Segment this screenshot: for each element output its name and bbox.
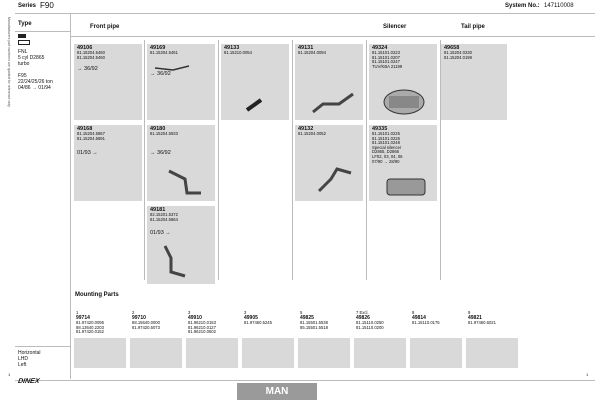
mounting-number: 49821 [468, 315, 482, 321]
mounting-codes: 81.96210.0153 81.96210.0127 81.96210.0602 [188, 320, 216, 335]
mounting-number: 49910 [188, 315, 202, 321]
part-card[interactable] [295, 125, 363, 201]
bottom-left-rule [15, 346, 70, 347]
mounting-image [74, 338, 126, 368]
silencer-header: Silencer [383, 24, 407, 30]
part-card[interactable] [147, 44, 215, 120]
part-card[interactable] [147, 125, 215, 201]
pipe-drawing [165, 167, 205, 197]
mounting-image [242, 338, 294, 368]
mounting-item[interactable] [186, 310, 240, 370]
part-card[interactable] [147, 206, 215, 284]
part-codes: 82.15201.5372 81.15204.5864 [150, 212, 178, 222]
type-label: Type [18, 21, 32, 27]
orientation-line: Left [18, 362, 27, 368]
type-line: turbo [18, 61, 30, 67]
part-codes: 81.15204.5933 [150, 131, 178, 136]
mounting-item[interactable] [130, 310, 184, 370]
part-number: 49658 [444, 45, 460, 51]
mounting-codes: 88.15640.0000 81.97420.5073 [132, 320, 160, 330]
pipe-drawing [153, 62, 193, 76]
type-line: FNL [18, 49, 28, 55]
mounting-codes: 81.97460.6021 [468, 320, 496, 325]
part-number: 49324 [372, 45, 388, 51]
col-divider [144, 40, 145, 280]
type-line: F95 [18, 73, 27, 79]
mounting-index: 3 [188, 310, 191, 315]
part-codes: 81.15204.0230 81.15204.0198 [444, 50, 472, 60]
col-divider [292, 40, 293, 280]
pipe-drawing [159, 242, 199, 280]
part-card[interactable] [74, 125, 142, 201]
tail-pipe-header: Tail pipe [461, 24, 485, 30]
mounting-image [298, 338, 350, 368]
type-line: 5 cyl D2865 [18, 55, 45, 61]
mounting-item[interactable] [466, 310, 520, 370]
mounting-index: 7 Excl. [356, 310, 369, 315]
mounting-image [130, 338, 182, 368]
side-note: Manufacturers part numbers are quoted for reference only [7, 17, 11, 107]
header-rule [15, 13, 595, 14]
part-card[interactable] [441, 44, 507, 120]
mounting-codes: 81.97460.5245 [244, 320, 272, 325]
mounting-codes: 81.97420.0095 88.13640.2203 81.97420.0152 [76, 320, 104, 335]
part-number: 49133 [224, 45, 240, 51]
part-number: 49131 [298, 45, 314, 51]
part-codes: 81.15204.0094 [298, 50, 326, 55]
silencer-drawing [379, 86, 429, 118]
vehicle-icon [18, 34, 26, 38]
mounting-number: 49825 [300, 315, 314, 321]
mounting-image [466, 338, 518, 368]
part-codes: 81.15204.5867 81.15204.5891 [77, 131, 105, 141]
type-line: 22/24/25/26 ton [18, 79, 53, 85]
mounting-item[interactable] [298, 310, 352, 370]
mounting-codes: 81.15501.5538 85.15501.5518 [300, 320, 328, 330]
mounting-image [354, 338, 406, 368]
fitment-note: 01/93 → [77, 150, 98, 156]
fitment-note: → 36/92 [77, 66, 98, 72]
mounting-number: 99714 [76, 315, 90, 321]
mounting-header: Mounting Parts [75, 292, 119, 298]
left-rule [15, 31, 70, 32]
mounting-number: 49814 [412, 315, 426, 321]
series-value: F90 [40, 1, 54, 10]
orientation-line: Horizontal [18, 350, 41, 356]
part-codes: 81.15101.0223 81.15101.0207 81.15101.0247 TUV/KBA 21199 [372, 50, 403, 69]
orientation-line: LHD [18, 356, 29, 362]
footer-rule [15, 380, 595, 381]
dinex-logo: DINEX [17, 378, 41, 385]
mounting-item[interactable] [410, 310, 464, 370]
part-number: 49106 [77, 45, 93, 51]
pipe-drawing [309, 90, 357, 116]
pipe-drawing [315, 165, 355, 195]
part-codes: 81.15204.0052 [298, 131, 326, 136]
mounting-item[interactable] [74, 310, 128, 370]
fitment-note: 01/93 → [150, 230, 171, 236]
front-pipe-header: Front pipe [90, 24, 120, 30]
mounting-index: 3 [244, 310, 247, 315]
mounting-index: 2 [132, 310, 135, 315]
part-number: 49168 [77, 126, 93, 132]
part-number: 49132 [298, 126, 314, 132]
mounting-image [186, 338, 238, 368]
part-number: 49180 [150, 126, 166, 132]
fitment-note: → 36/92 [150, 150, 171, 156]
fitment-note: → 36/92 [150, 71, 171, 77]
part-card[interactable] [369, 44, 437, 120]
system-label: System No.: [505, 3, 540, 9]
silencer-drawing [383, 175, 429, 199]
type-line: 04/86 → 01/94 [18, 85, 51, 91]
part-card[interactable] [221, 44, 289, 120]
page-number-right: 1 [586, 372, 589, 377]
page-number-left: 1 [8, 372, 11, 377]
mounting-codes: 81.15110.0250 81.15110.0200 [356, 320, 384, 330]
mounting-image [410, 338, 462, 368]
left-panel-divider [70, 14, 71, 379]
mounting-number: 99710 [132, 315, 146, 321]
mounting-index: 1 [76, 310, 79, 315]
part-card[interactable] [74, 44, 142, 120]
series-label: Series [18, 3, 37, 9]
part-number: 49181 [150, 207, 166, 213]
mounting-index: 8 [412, 310, 415, 315]
part-number: 49169 [150, 45, 166, 51]
part-card[interactable] [295, 44, 363, 120]
mounting-index: 9 [468, 310, 471, 315]
mounting-item[interactable] [242, 310, 296, 370]
part-codes: 81.15101.0225 81.15101.0226 81.15101.0248 Special silencer D2865, D2866 LF02, 03, 04, 06 07/90 → 28/90 [372, 131, 403, 164]
content-rule [70, 36, 595, 37]
mounting-number: 49905 [244, 315, 258, 321]
col-divider [218, 40, 219, 280]
mounting-number: 49826 [356, 315, 370, 321]
pipe-drawing [243, 96, 267, 114]
mounting-item[interactable] [354, 310, 408, 370]
part-card[interactable] [369, 125, 437, 201]
part-codes: 81.15204.5460 81.15204.5460 [77, 50, 105, 60]
system-value: 147110008 [544, 3, 574, 9]
part-codes: 81.15210.0054 [224, 50, 252, 55]
part-number: 49335 [372, 126, 388, 132]
make-banner: MAN [237, 383, 317, 400]
part-codes: 81.15204.5461 [150, 50, 178, 55]
mounting-index: 5 [300, 310, 303, 315]
mounting-codes: 81.15110.0175 [412, 320, 440, 325]
axle-icon [18, 40, 30, 45]
col-divider [366, 40, 367, 280]
